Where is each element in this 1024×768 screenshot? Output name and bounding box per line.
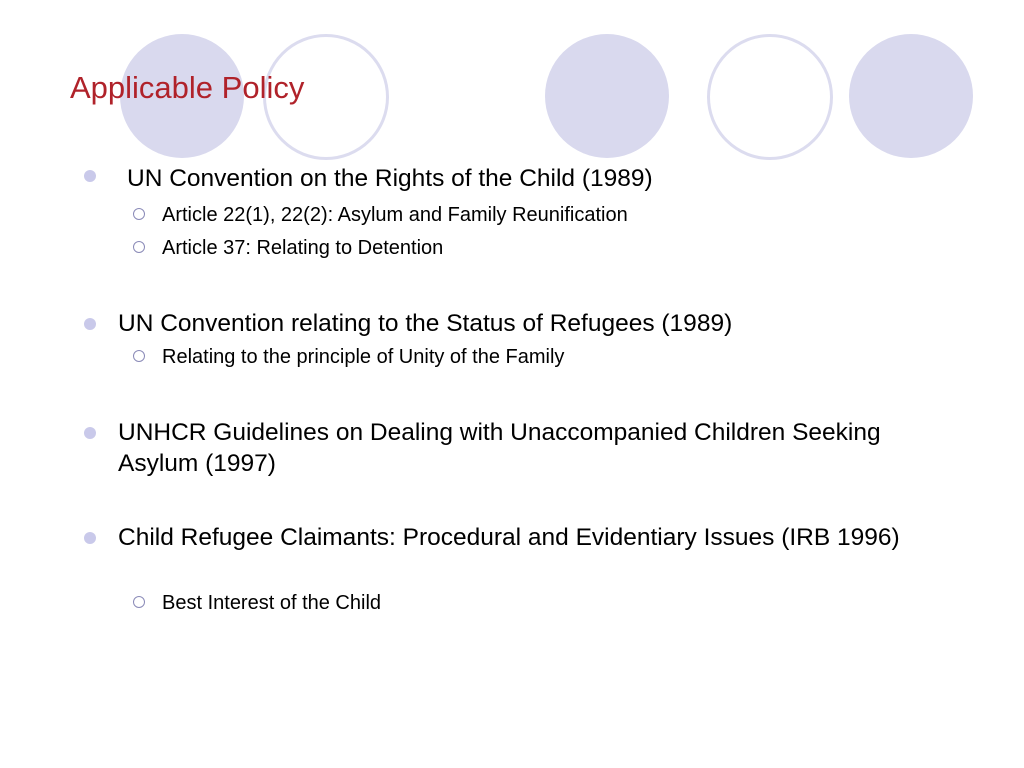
subitem-text: Relating to the principle of Unity of the Family	[162, 346, 565, 368]
decorative-circle-filled	[545, 34, 669, 158]
bullet-text: UN Convention relating to the Status of Refugees (1989)	[118, 310, 733, 337]
bullet-text: UNHCR Guidelines on Dealing with Unaccompanied Children Seeking Asylum (1997)	[118, 419, 881, 477]
sub-bullet-icon	[133, 350, 145, 362]
subitem-text: Best Interest of the Child	[162, 592, 382, 614]
slide-title: Applicable Policy	[70, 70, 305, 105]
decorative-circle-filled	[849, 34, 973, 158]
bullet-text: UN Convention on the Rights of the Child (1989)	[127, 165, 653, 192]
bullet-icon	[84, 427, 96, 439]
sub-bullet-icon	[133, 596, 145, 608]
sub-bullet-icon	[133, 208, 145, 220]
bullet-icon	[84, 170, 96, 182]
bullet-text: Child Refugee Claimants: Procedural and Evidentiary Issues (IRB 1996)	[118, 524, 900, 551]
bullet-icon	[84, 318, 96, 330]
decorative-circle-outline	[707, 34, 833, 160]
bullet-icon	[84, 532, 96, 544]
subitem-text: Article 37: Relating to Detention	[162, 237, 444, 259]
sub-bullet-icon	[133, 241, 145, 253]
subitem-text: Article 22(1), 22(2): Asylum and Family Reunification	[162, 204, 628, 226]
